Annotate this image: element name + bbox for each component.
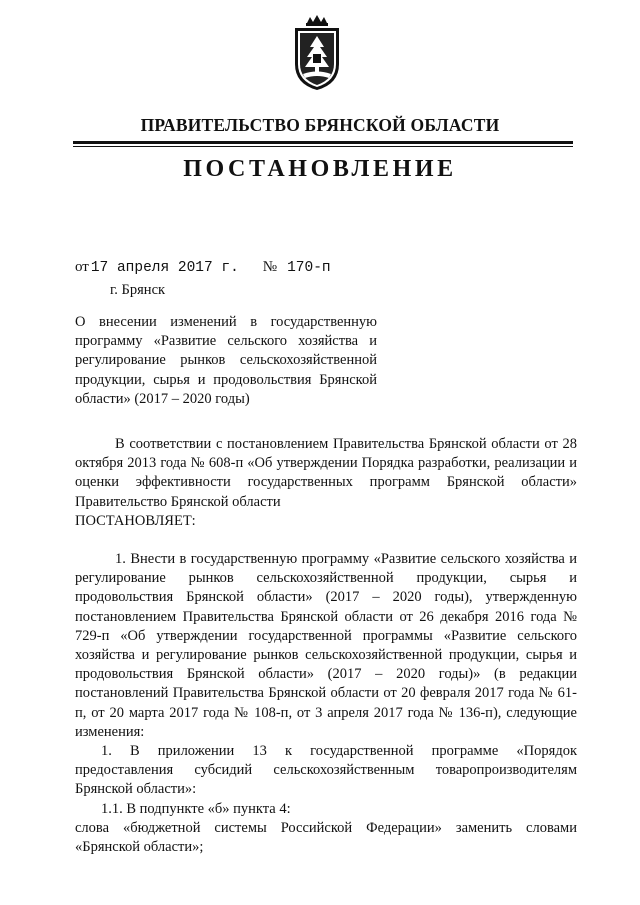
document-type-title: ПОСТАНОВЛЕНИЕ (183, 156, 457, 182)
city-name: г. Брянск (110, 282, 166, 298)
date-prefix: от (75, 259, 89, 275)
item-1-1-paragraph: 1. В приложении 13 к государственной программе «Порядок предоставления субсидий сельскохозяйственным товаропроизводителям Брянской области»: (75, 743, 577, 798)
item-1-paragraph: 1. Внести в государственную программу «Развитие сельского хозяйства и регулирование рынков сельскохозяйственной продукции, сырья и продовольствия Брянской области» (2017 – 2020 годы), утвержденную постановлением Правительства Брянской области от 26 декабря 2016 года № 729-п «Об утверждении государственной программы «Развитие сельского хозяйства и регулирование рынков сельскохозяйственной продукции, сырья и продовольствия Брянской области» (2017 – 2020 годы)» (в редакции постановлений Правительства Брянской области от 20 февраля 2017 года № 61-п, от 20 марта 2017 года № 108-п, от 3 апреля 2017 года № 136-п), следующие изменения: (75, 551, 577, 740)
preamble-paragraph: В соответствии с постановлением Правительства Брянской области от 28 октября 2013 года № 608-п «Об утверждении Порядка разработки, реализации и оценки эффективности государственных программ Брянской области» Правительство Брянской области (75, 436, 577, 510)
resolves-line: ПОСТАНОВЛЯЕТ: (75, 512, 196, 529)
government-title: ПРАВИТЕЛЬСТВО БРЯНСКОЙ ОБЛАСТИ (140, 115, 500, 135)
date-number-line (75, 259, 331, 276)
item-1-1-1-paragraph: 1.1. В подпункте «б» пункта 4: (101, 800, 291, 817)
document-number: 170-п (287, 260, 331, 276)
item-words-paragraph: слова «бюджетной системы Российской Федерации» заменить словами «Брянской области»; (75, 819, 577, 856)
header-rule-thin (73, 146, 573, 147)
document-date: 17 апреля 2017 г. (90, 260, 239, 276)
document-subject: О внесении изменений в государственную программу «Развитие сельского хозяйства и регулирование рынков сельскохозяйственной продукции, сырья и продовольствия Брянской области» (2017 – 2020 годы) (75, 314, 377, 407)
coat-of-arms-icon (289, 14, 345, 92)
number-label: № (262, 259, 278, 275)
header-rule-thick (73, 141, 573, 144)
document-body (75, 435, 577, 857)
